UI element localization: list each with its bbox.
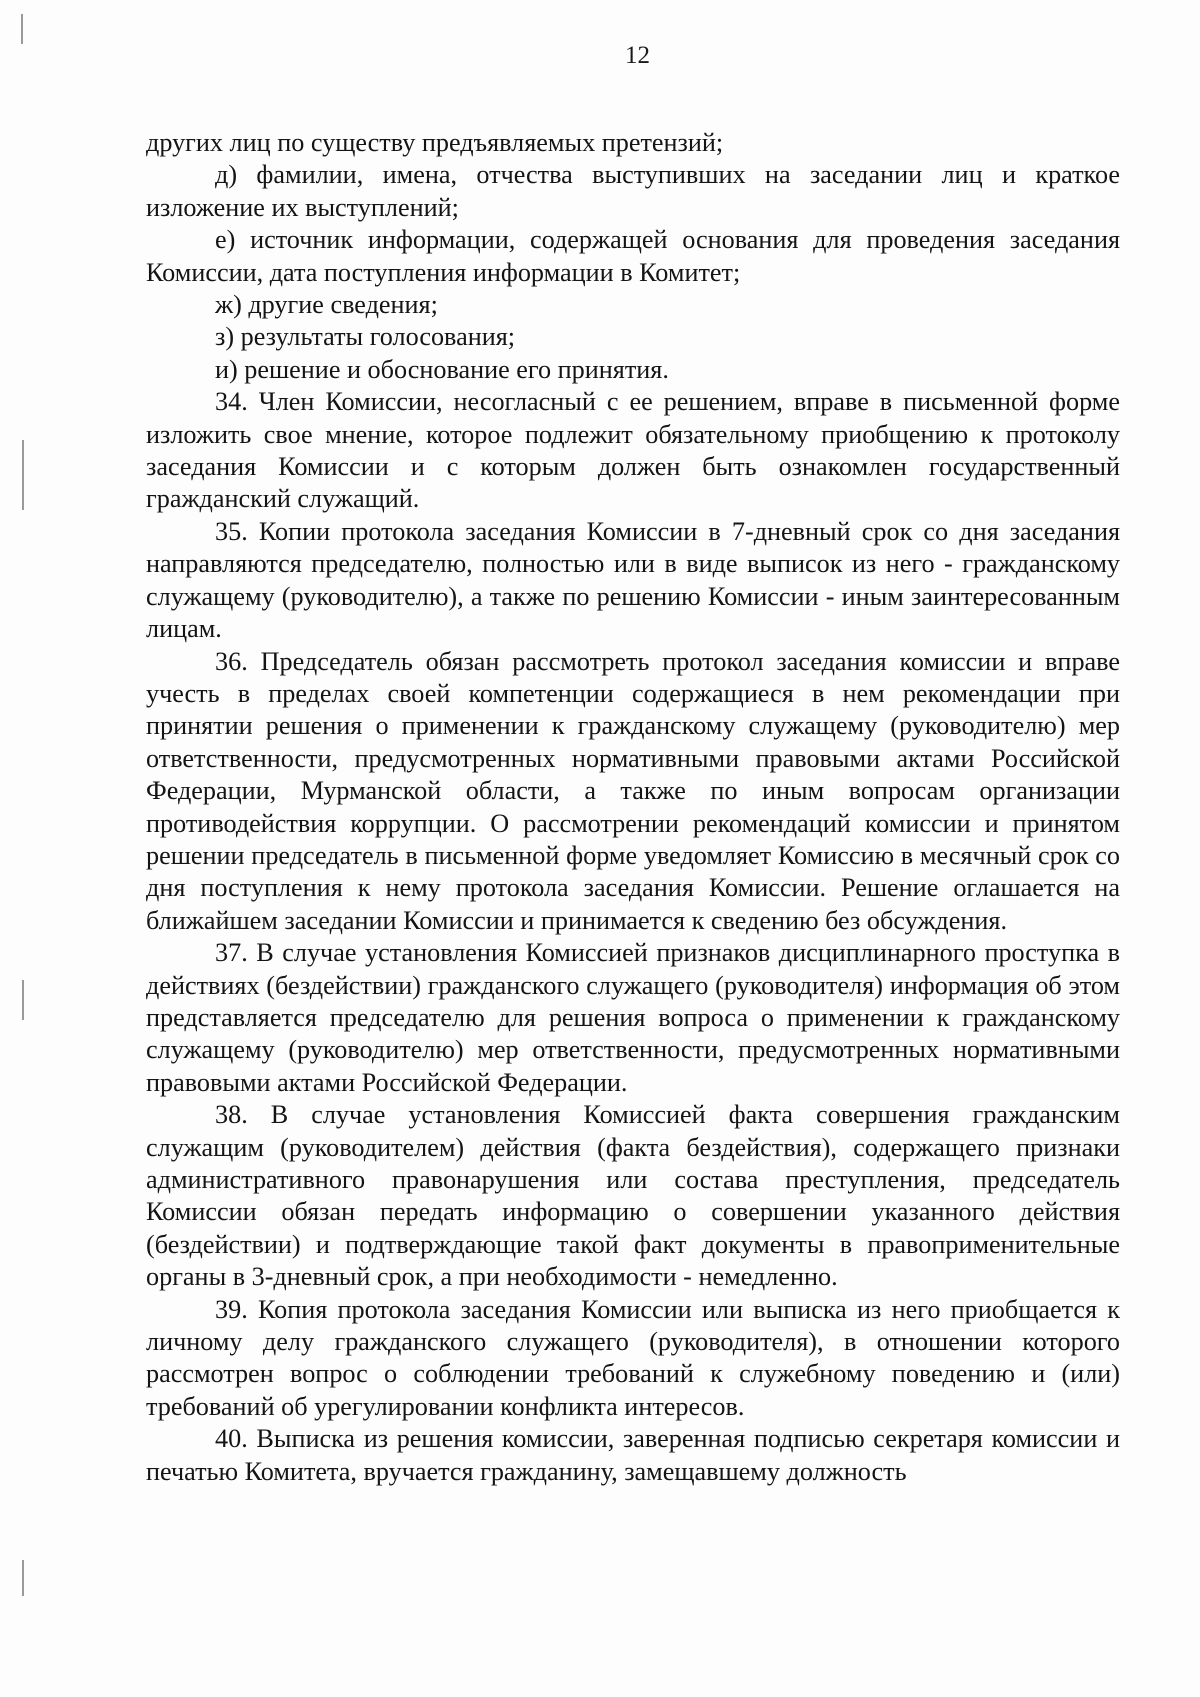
scan-edge-mark — [22, 1560, 24, 1596]
document-body — [146, 127, 1120, 1488]
paragraph: 38. В случае установления Комиссией факта совершения гражданским служащим (руководителем) действия (факта бездействия), содержащего признаки административного правонарушения или состава преступления, председатель Комиссии обязан передать информацию о совершении указанного действия (бездействии) и подтверждающие такой факт документы в правоприменительные органы в 3-дневный срок, а при необходимости - немедленно. — [146, 1100, 1120, 1292]
paragraph: 36. Председатель обязан рассмотреть протокол заседания комиссии и вправе учесть в пределах своей компетенции содержащиеся в нем рекомендации при принятии решения о применении к гражданскому служащему (руководителю) мер ответственности, предусмотренных нормативными правовыми актами Российской Федерации, Мурманской области, а также по иным вопросам организации противодействия коррупции. О рассмотрении рекомендаций комиссии и принятом решении председатель в письменной форме уведомляет Комиссию в месячный срок со дня поступления к нему протокола заседания Комиссии. Решение оглашается на ближайшем заседании Комиссии и принимается к сведению без обсуждения. — [146, 646, 1120, 935]
paragraph: других лиц по существу предъявляемых претензий; — [146, 128, 724, 157]
scan-edge-mark — [22, 440, 24, 510]
paragraph: 40. Выписка из решения комиссии, заверенная подписью секретаря комиссии и печатью Комитета, вручается гражданину, замещавшему должность — [146, 1424, 1120, 1486]
paragraph: ж) другие сведения; — [215, 290, 438, 320]
paragraph: д) фамилии, имена, отчества выступивших на заседании лиц и краткое изложение их выступлений; — [146, 160, 1120, 222]
scan-edge-mark — [21, 14, 23, 44]
paragraph: 37. В случае установления Комиссией признаков дисциплинарного проступка в действиях (бездействии) гражданского служащего (руководителя) информация об этом представляется председателю для решения вопроса о применении к гражданскому служащему (руководителю) мер ответственности, предусмотренных нормативными правовыми актами Российской Федерации. — [146, 938, 1120, 1097]
page-number: 12 — [625, 42, 650, 69]
paragraph: е) источник информации, содержащей основания для проведения заседания Комиссии, дата поступления информации в Комитет; — [146, 225, 1120, 287]
paragraph: и) решение и обоснование его принятия. — [215, 354, 669, 384]
paragraph: 35. Копии протокола заседания Комиссии в 7-дневный срок со дня заседания направляются председателю, полностью или в виде выписок из него - гражданскому служащему (руководителю), а также по решению Комиссии - иным заинтересованным лицам. — [146, 516, 1120, 644]
paragraph: 34. Член Комиссии, несогласный с ее решением, вправе в письменной форме изложить свое мнение, которое подлежит обязательному приобщению к протоколу заседания Комиссии и с которым должен быть ознакомлен государственный гражданский служащий. — [146, 387, 1120, 514]
scan-edge-mark — [22, 980, 24, 1020]
paragraph: 39. Копия протокола заседания Комиссии или выписка из него приобщается к личному делу гражданского служащего (руководителя), в отношении которого рассмотрен вопрос о соблюдении требований к служебному поведению и (или) требований об урегулировании конфликта интересов. — [146, 1294, 1120, 1421]
paragraph: з) результаты голосования; — [215, 322, 516, 352]
